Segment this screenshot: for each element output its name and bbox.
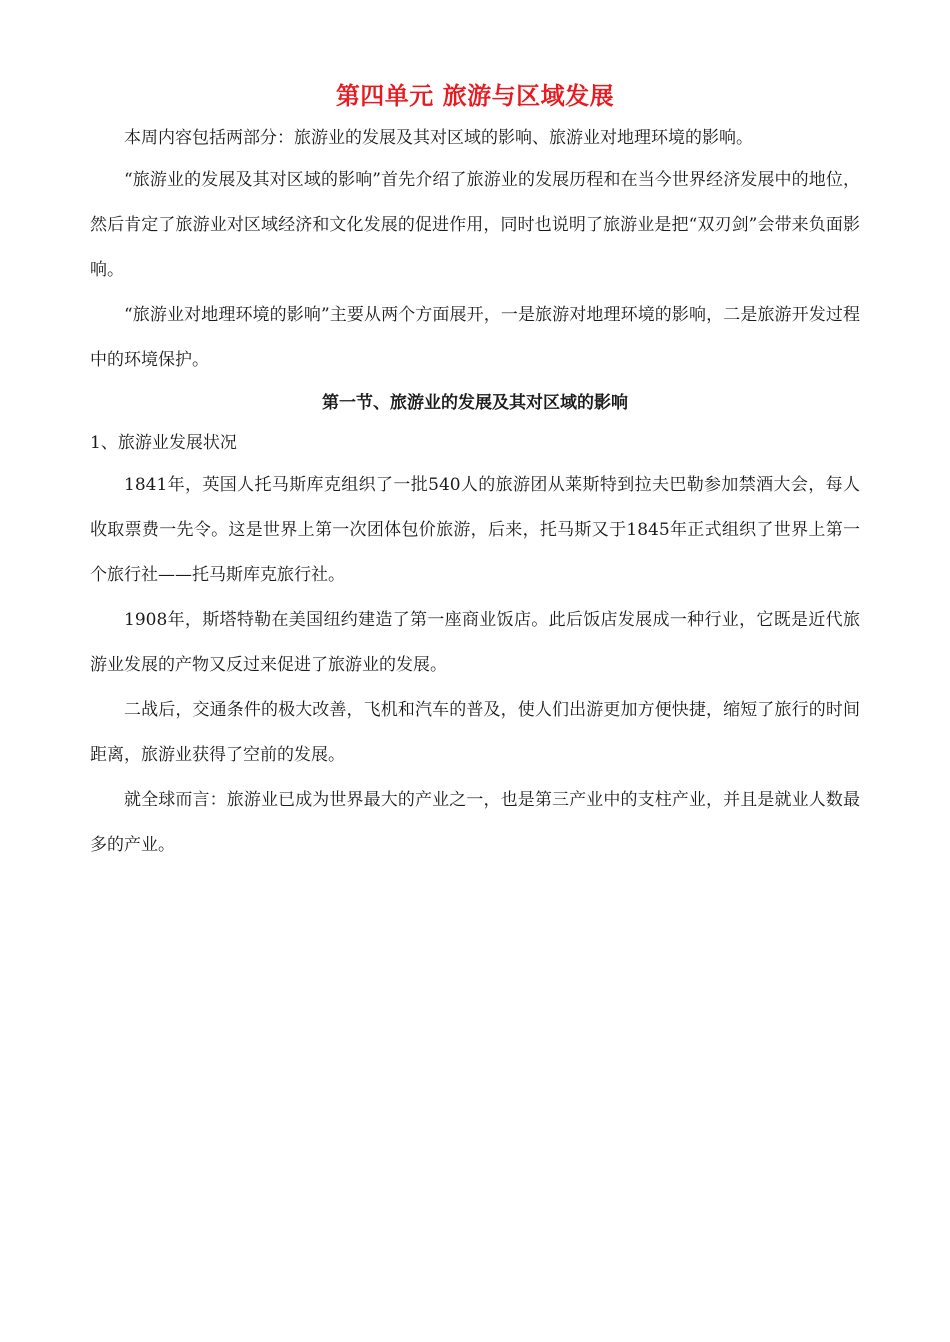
document-page — [90, 78, 860, 868]
document-title: 第四单元 旅游与区域发展 — [335, 81, 615, 110]
intro-paragraph-2: “旅游业的发展及其对区域的影响”首先介绍了旅游业的发展历程和在当今世界经济发展中的地位，然后肯定了旅游业对区域经济和文化发展的促进作用，同时也说明了旅游业是把“双刃剑”会带来负面影响。 — [90, 170, 860, 280]
section-title: 第一节、旅游业的发展及其对区域的影响 — [322, 393, 628, 413]
subsection-title: 1、旅游业发展状况 — [90, 433, 237, 453]
body-paragraph-2: 1908年，斯塔特勒在美国纽约建造了第一座商业饭店。此后饭店发展成一种行业，它既是近代旅游业发展的产物又反过来促进了旅游业的发展。 — [90, 610, 860, 675]
intro-paragraph-3: “旅游业对地理环境的影响”主要从两个方面展开，一是旅游对地理环境的影响，二是旅游开发过程中的环境保护。 — [90, 305, 860, 370]
body-paragraph-4: 就全球而言：旅游业已成为世界最大的产业之一，也是第三产业中的支柱产业，并且是就业人数最多的产业。 — [90, 790, 860, 855]
body-paragraph-1: 1841年，英国人托马斯库克组织了一批540人的旅游团从莱斯特到拉夫巴勒参加禁酒大会，每人收取票费一先令。这是世界上第一次团体包价旅游，后来，托马斯又于1845年正式组织了世界上第一个旅行社——托马斯库克旅行社。 — [90, 475, 860, 585]
intro-paragraph-1: 本周内容包括两部分：旅游业的发展及其对区域的影响、旅游业对地理环境的影响。 — [124, 128, 753, 148]
body-paragraph-3: 二战后，交通条件的极大改善，飞机和汽车的普及，使人们出游更加方便快捷，缩短了旅行的时间距离，旅游业获得了空前的发展。 — [90, 700, 860, 765]
